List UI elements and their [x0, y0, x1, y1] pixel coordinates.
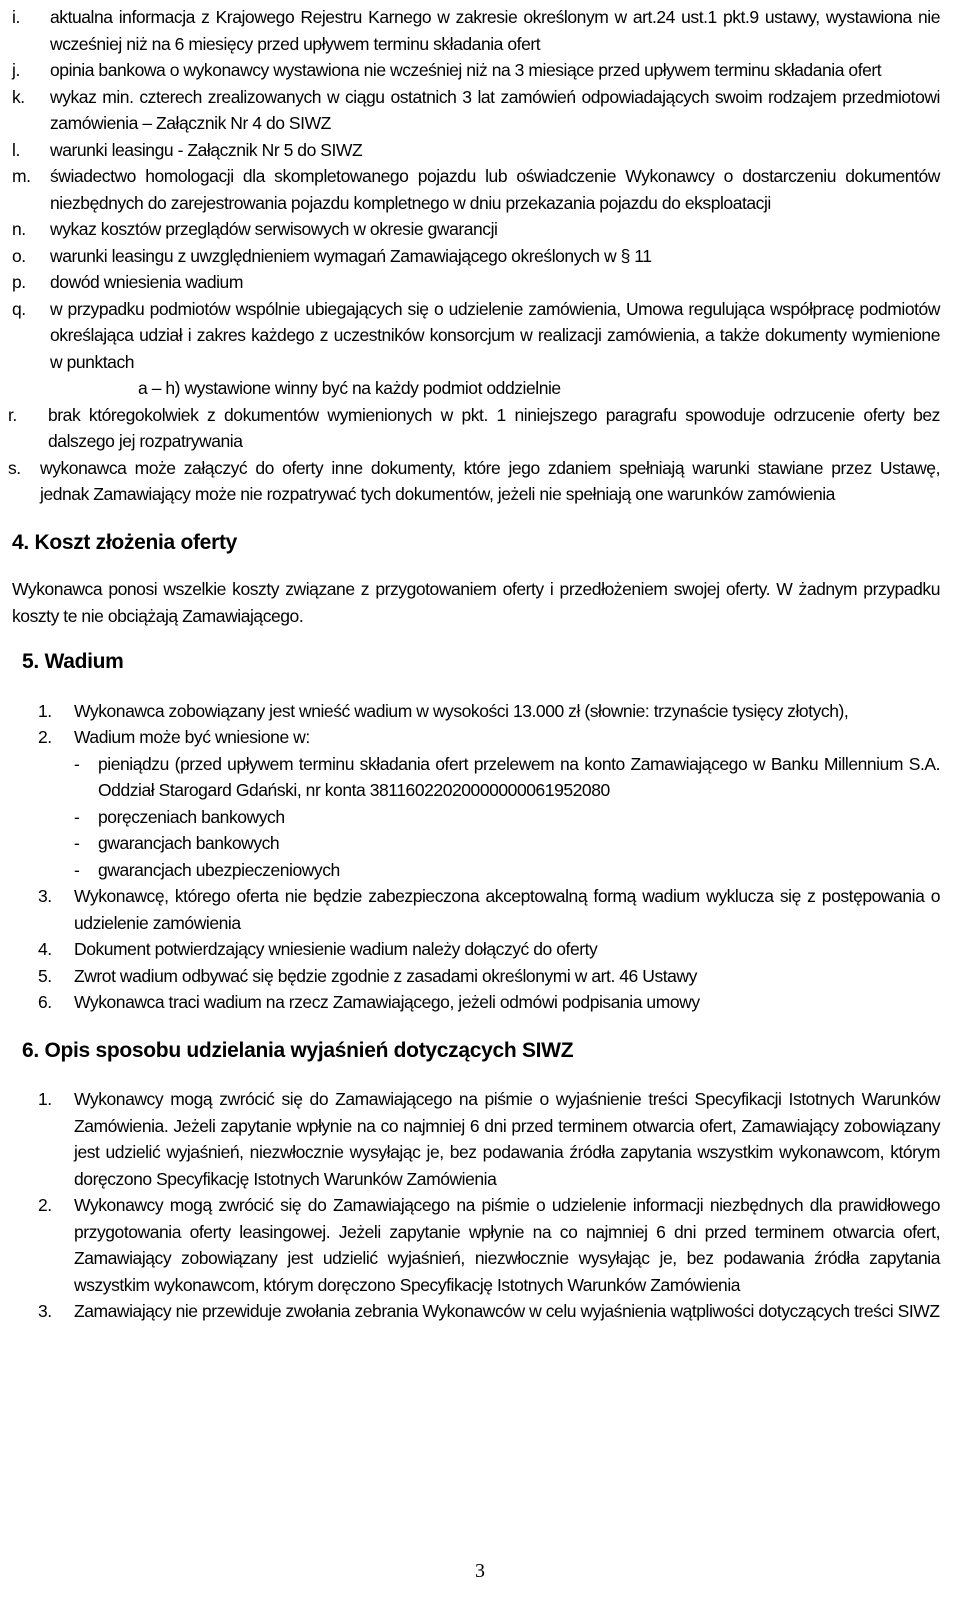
list-item: [12, 84, 940, 137]
item-text: Wykonawcy mogą zwrócić się do Zamawiającego na piśmie o udzielenie informacji niezbędnych dla prawidłowego przygotowania oferty leasingowej. Jeżeli zapytanie wpłynie na co najmniej 6 dni przed terminem otwarcia ofert, Zamawiający zobowiązany jest udzielić wyjaśnień, niezwłocznie wysyłając je, bez podawania źródła zapytania wszystkim wykonawcom, którym doręczono Specyfikację Istotnych Warunków Zamówienia: [74, 1195, 940, 1295]
list-item: [12, 857, 940, 884]
item-text-continuation: a – h) wystawione winny być na każdy podmiot oddzielnie: [138, 378, 561, 398]
list-item: [12, 243, 940, 270]
item-marker: o.: [12, 245, 26, 266]
item-marker: q.: [12, 298, 26, 319]
list-item-s: [8, 455, 940, 508]
item-text: Wykonawcy mogą zwrócić się do Zamawiającego na piśmie o wyjaśnienie treści Specyfikacji Istotnych Warunków Zamówienia. Jeżeli zapytanie wpłynie na co najmniej 6 dni przed terminem otwarcia ofert, Zamawiający zobowiązany jest udzielić wyjaśnień, niezwłocznie wysyłając je, bez podawania źródła zapytania wszystkim wykonawcom, którym doręczono Specyfikację Istotnych Warunków Zamówienia: [74, 1089, 940, 1189]
item-text: Wadium może być wniesione w:: [74, 727, 310, 747]
item-text: Wykonawca traci wadium na rzecz Zamawiającego, jeżeli odmówi podpisania umowy: [74, 992, 700, 1012]
section-paragraph: Wykonawca ponosi wszelkie koszty związane z przygotowaniem oferty i przedłożeniem swojej oferty. W żadnym przypadku koszty te nie obciążają Zamawiającego.: [12, 579, 940, 626]
item-text: warunki leasingu z uwzględnieniem wymagań Zamawiającego określonych w § 11: [50, 245, 652, 266]
item-text: świadectwo homologacji dla skompletowanego pojazdu lub oświadczenie Wykonawcy o dostarczeniu dokumentów niezbędnych do zarejestrowania pojazdu kompletnego w dniu przekazania pojazdu do eksploatacji: [50, 166, 940, 213]
item-marker: i.: [12, 7, 20, 27]
item-marker: p.: [12, 272, 26, 292]
list-item: [12, 216, 940, 243]
list-item: [12, 1298, 940, 1325]
item-text: pieniądzu (przed upływem terminu składania ofert przelewem na konto Zamawiającego w Banku Millennium S.A. Oddział Starogard Gdański, nr konta 38116022020000000061952080: [98, 753, 940, 800]
item-marker: -: [74, 806, 80, 827]
item-marker: r.: [8, 404, 17, 425]
item-text: gwarancjach bankowych: [98, 833, 280, 853]
section-heading: 4. Koszt złożenia oferty: [12, 530, 238, 554]
item-text-main: w przypadku podmiotów wspólnie ubiegających się o udzielenie zamówienia, Umowa regulująca współpracę podmiotów określająca udział i zakres każdego z uczestników konsorcjum w realizacji zamówienia, a także dokumenty wymienione w punktach: [50, 298, 940, 372]
item-text: wykonawca może załączyć do oferty inne dokumenty, które jego zdaniem spełniają warunki stawiane przez Ustawę, jednak Zamawiający może nie rozpatrywać tych dokumentów, jeżeli nie spełniają one warunków zamówienia: [40, 457, 940, 504]
item-marker: 1.: [38, 1089, 52, 1109]
item-text: wykaz min. czterech zrealizowanych w ciągu ostatnich 3 lat zamówień odpowiadających swoim rodzajem przedmiotowi zamówienia – Załącznik Nr 4 do SIWZ: [50, 86, 940, 133]
item-marker: m.: [12, 166, 31, 186]
item-marker: -: [74, 753, 80, 774]
item-text: warunki leasingu - Załącznik Nr 5 do SIWZ: [50, 139, 363, 160]
item-text: opinia bankowa o wykonawcy wystawiona nie wcześniej niż na 3 miesiące przed upływem terminu składania ofert: [50, 60, 882, 80]
item-marker: n.: [12, 219, 26, 239]
item-marker: 2.: [38, 727, 52, 747]
item-text: poręczeniach bankowych: [98, 806, 285, 827]
item-marker: 3.: [38, 1301, 52, 1321]
item-text: [50, 296, 940, 402]
item-marker: j.: [12, 60, 20, 80]
item-marker: 6.: [38, 992, 52, 1012]
item-text: gwarancjach ubezpieczeniowych: [98, 859, 340, 880]
item-text: dowód wniesienia wadium: [50, 272, 243, 292]
item-marker: 1.: [38, 700, 52, 721]
item-marker: 4.: [38, 939, 52, 959]
item-text: Wykonawca zobowiązany jest wnieść wadium w wysokości 13.000 zł (słownie: trzynaście tysięcy złotych),: [74, 700, 849, 721]
item-marker: s.: [8, 457, 21, 478]
item-text: wykaz kosztów przeglądów serwisowych w okresie gwarancji: [50, 219, 498, 239]
list-item-r: [8, 402, 940, 455]
section-heading: 6. Opis sposobu udzielania wyjaśnień dotyczących SIWZ: [22, 1038, 574, 1062]
list-item: [12, 936, 940, 963]
list-item: [12, 269, 940, 296]
list-item: [12, 1086, 940, 1192]
list-item: [12, 830, 940, 857]
list-item: [12, 57, 940, 84]
item-marker: -: [74, 833, 80, 853]
item-marker: 3.: [38, 886, 52, 906]
list-item: [12, 804, 940, 831]
list-item: [12, 883, 940, 936]
list-item: [12, 751, 940, 804]
list-item: [12, 163, 940, 216]
list-item: [12, 1192, 940, 1298]
item-marker: -: [74, 859, 80, 880]
list-item: [12, 698, 940, 725]
list-item: [12, 137, 940, 164]
item-marker: 5.: [38, 965, 52, 986]
page-number: 3: [475, 1560, 485, 1582]
list-item: [12, 296, 940, 402]
item-text: Zamawiający nie przewiduje zwołania zebrania Wykonawców w celu wyjaśnienia wątpliwości dotyczących treści SIWZ: [74, 1301, 940, 1321]
numbered-list: [12, 1086, 940, 1325]
item-text: brak któregokolwiek z dokumentów wymienionych w pkt. 1 niniejszego paragrafu spowoduje odrzucenie oferty bez dalszego jej rozpatrywania: [48, 404, 940, 451]
list-a: [12, 4, 940, 402]
item-text: Dokument potwierdzający wniesienie wadium należy dołączyć do oferty: [74, 939, 598, 959]
item-text: Wykonawcę, którego oferta nie będzie zabezpieczona akceptowalną formą wadium wyklucza się z postępowania o udzielenie zamówienia: [74, 886, 940, 933]
item-marker: 2.: [38, 1195, 52, 1215]
item-marker: l.: [12, 139, 20, 160]
list-item: [12, 963, 940, 990]
item-text: aktualna informacja z Krajowego Rejestru Karnego w zakresie określonym w art.24 ust.1 pkt.9 ustawy, wystawiona nie wcześniej niż na 6 miesięcy przed upływem terminu składania ofert: [50, 7, 940, 54]
list-item: [12, 724, 940, 751]
item-text: Zwrot wadium odbywać się będzie zgodnie z zasadami określonymi w art. 46 Ustawy: [74, 965, 697, 986]
section-heading: 5. Wadium: [22, 650, 124, 673]
list-item: [12, 4, 940, 57]
item-marker: k.: [12, 86, 25, 107]
numbered-list: [12, 698, 940, 1016]
list-item: [12, 989, 940, 1016]
